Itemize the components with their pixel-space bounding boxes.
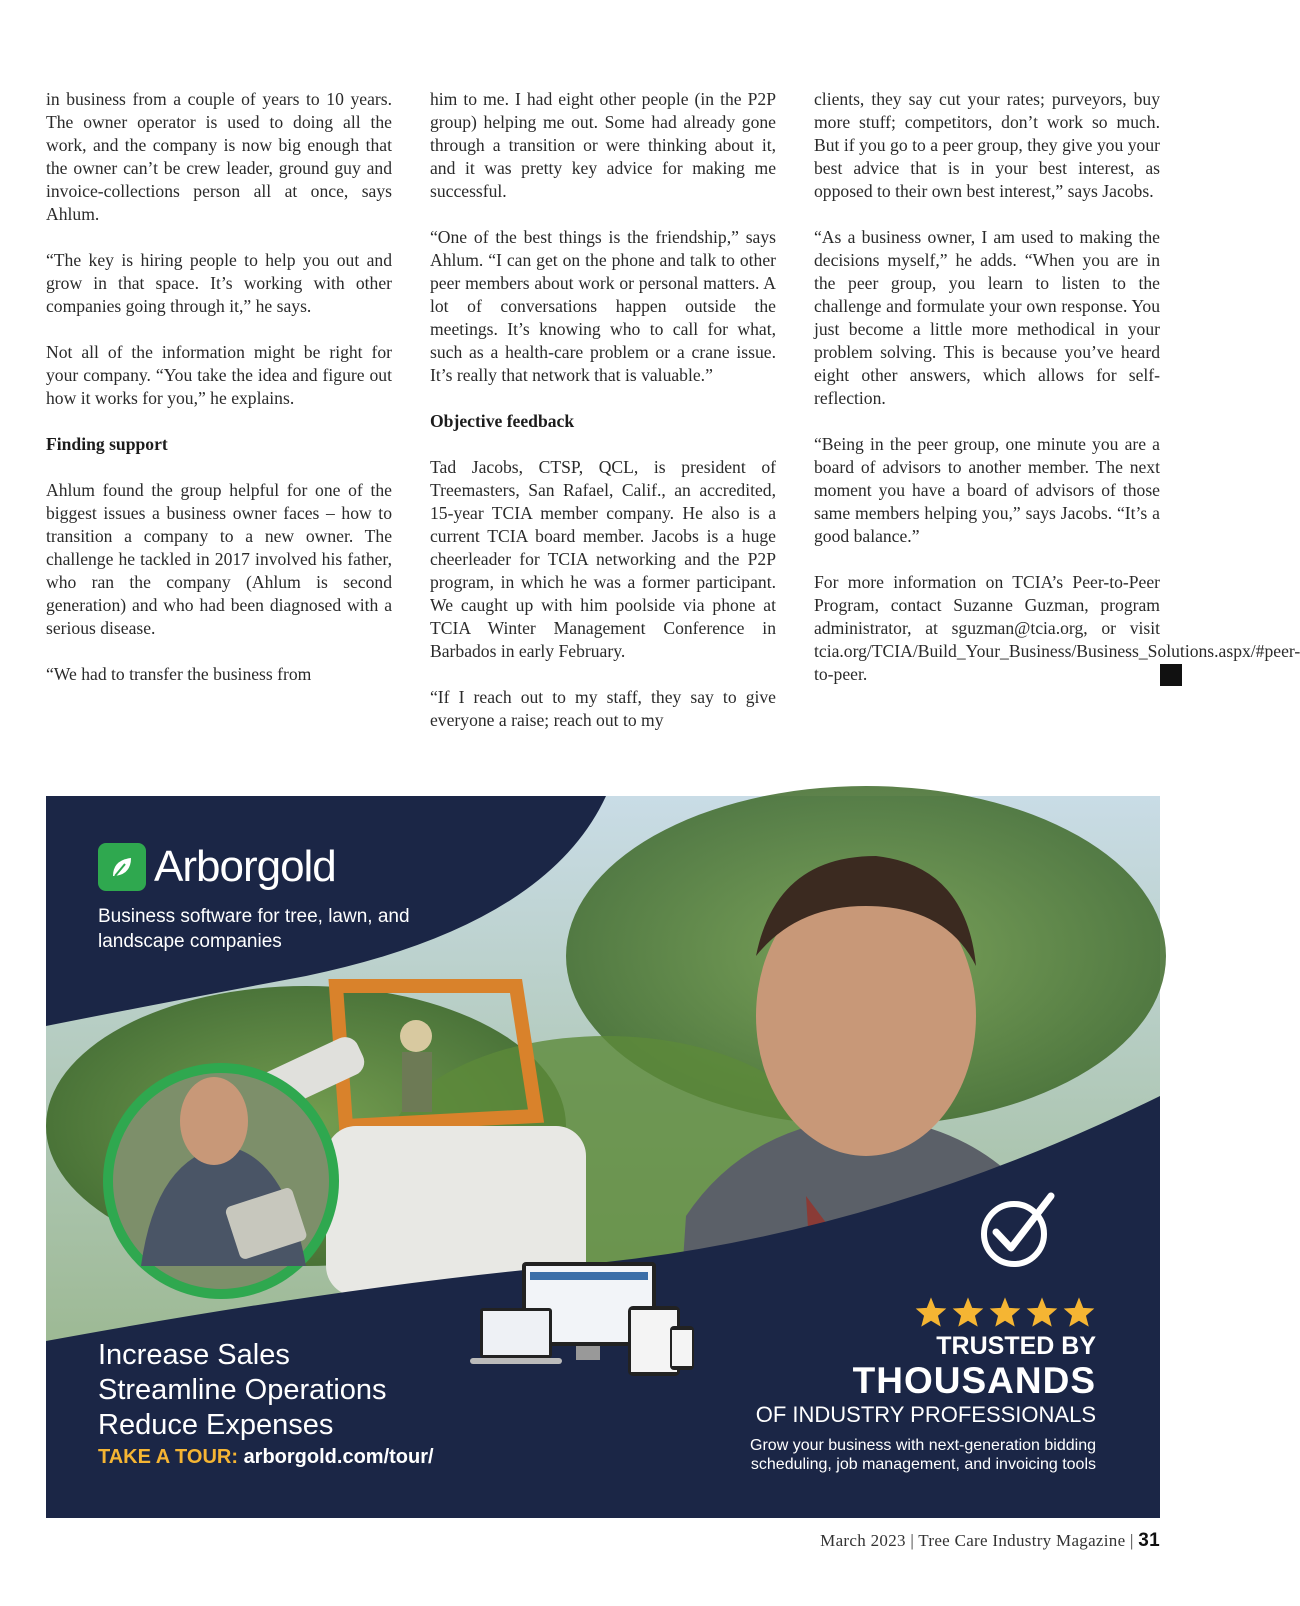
arborgold-advertisement[interactable] — [46, 796, 1160, 1518]
trusted-line-3: OF INDUSTRY PROFESSIONALS — [755, 1402, 1096, 1427]
trusted-line-2: THOUSANDS — [852, 1360, 1096, 1401]
ad-tagline: Business software for tree, lawn, and landscape companies — [98, 906, 410, 952]
paragraph: “The key is hiring people to help you out and grow in that space. It’s working with other companies going through it,” he says. — [46, 250, 392, 316]
brand-logo[interactable] — [98, 842, 336, 892]
page-footer — [820, 1530, 1160, 1552]
benefit-item: Streamline Operations — [98, 1374, 387, 1406]
paragraph — [814, 571, 1300, 686]
tablet-user-inset — [103, 1063, 339, 1299]
page-number: 31 — [1138, 1530, 1160, 1551]
star-icon — [1062, 1296, 1096, 1328]
paragraph: him to me. I had eight other people (in the P2P group) helping me out. Some had already gone through a transition or were thinking about it, and it was pretty key advice for making me successful. — [430, 89, 776, 201]
star-icon — [988, 1296, 1022, 1328]
trusted-badge — [756, 1332, 1096, 1428]
paragraph: Not all of the information might be right for your company. “You take the idea and figure out how it works for you,” he explains. — [46, 342, 392, 408]
star-icon — [951, 1296, 985, 1328]
rating-stars — [914, 1296, 1096, 1328]
article-column-2 — [430, 88, 776, 732]
end-of-article-mark — [1160, 664, 1182, 686]
paragraph: in business from a couple of years to 10 years. The owner operator is used to doing all the work, and the company is now big enough that the owner can’t be crew leader, ground guy and invoice-collections person all at once, says Ahlum. — [46, 89, 392, 224]
star-icon — [1025, 1296, 1059, 1328]
contact-text: For more information on TCIA’s Peer-to-Peer Program, contact Suzanne Guzman, program administrator, at sguzman@tcia.org, or visit tcia.org/TCIA/Build_Your_Business/Business_Solutions.aspx/#peer-to-peer. — [814, 572, 1300, 684]
benefit-item: Reduce Expenses — [98, 1409, 334, 1441]
paragraph: “If I reach out to my staff, they say to give everyone a raise; reach out to my — [430, 687, 776, 730]
tour-cta[interactable] — [98, 1446, 434, 1469]
brand-name: Arborgold — [154, 842, 336, 891]
tour-label: TAKE A TOUR: — [98, 1446, 238, 1468]
leaf-icon — [98, 843, 146, 891]
section-heading-objective-feedback: Objective feedback — [430, 411, 575, 431]
paragraph: Tad Jacobs, CTSP, QCL, is president of Treemasters, San Rafael, Calif., an accredited, 15-year TCIA member company. He also is a current TCIA board member. Jacobs is a huge cheerleader for TCIA networking and the P2P program, in which he was a former participant. We caught up with him poolside via phone at TCIA Winter Management Conference in Barbados in early February. — [430, 457, 776, 661]
tour-link[interactable]: arborgold.com/tour/ — [243, 1446, 434, 1468]
paragraph: clients, they say cut your rates; purveyors, buy more stuff; competitors, don’t work so much. But if you go to a peer group, they give you your best advice that is in your best interest, as opposed to their own best interest,” says Jacobs. — [814, 89, 1160, 201]
grow-text: Grow your business with next-generation bidding scheduling, job management, and invoicing tools — [750, 1437, 1096, 1473]
benefits-list — [98, 1338, 387, 1443]
article-column-1 — [46, 88, 392, 686]
star-icon — [914, 1296, 948, 1328]
trusted-line-1: TRUSTED BY — [936, 1332, 1096, 1360]
article-column-3 — [814, 88, 1300, 686]
paragraph: “Being in the peer group, one minute you are a board of advisors to another member. The next moment you have a board of advisors of those same members helping you,” says Jacobs. “It’s a good balance.” — [814, 434, 1160, 546]
paragraph: “As a business owner, I am used to making the decisions myself,” he adds. “When you are in the peer group, you learn to listen to the challenge and formulate your own response. You just become a little more methodical in your problem solving. This is because you’ve heard eight other answers, which allows for self-reflection. — [814, 227, 1160, 408]
paragraph: Ahlum found the group helpful for one of the biggest issues a business owner faces – how to transition a company to a new owner. The challenge he tackled in 2017 involved his father, who ran the company (Ahlum is second generation) and who had been diagnosed with a serious disease. — [46, 480, 392, 638]
paragraph: “One of the best things is the friendship,” says Ahlum. “I can get on the phone and talk to other peer members about work or personal matters. A lot of conversations happen outside the meetings. It’s knowing who to call for what, such as a health-care problem or a crane issue. It’s really that network that is valuable.” — [430, 227, 776, 385]
section-heading-finding-support: Finding support — [46, 434, 168, 454]
issue-line: March 2023 | Tree Care Industry Magazine | — [820, 1531, 1134, 1550]
benefit-item: Increase Sales — [98, 1339, 290, 1371]
paragraph: “We had to transfer the business from — [46, 664, 312, 684]
